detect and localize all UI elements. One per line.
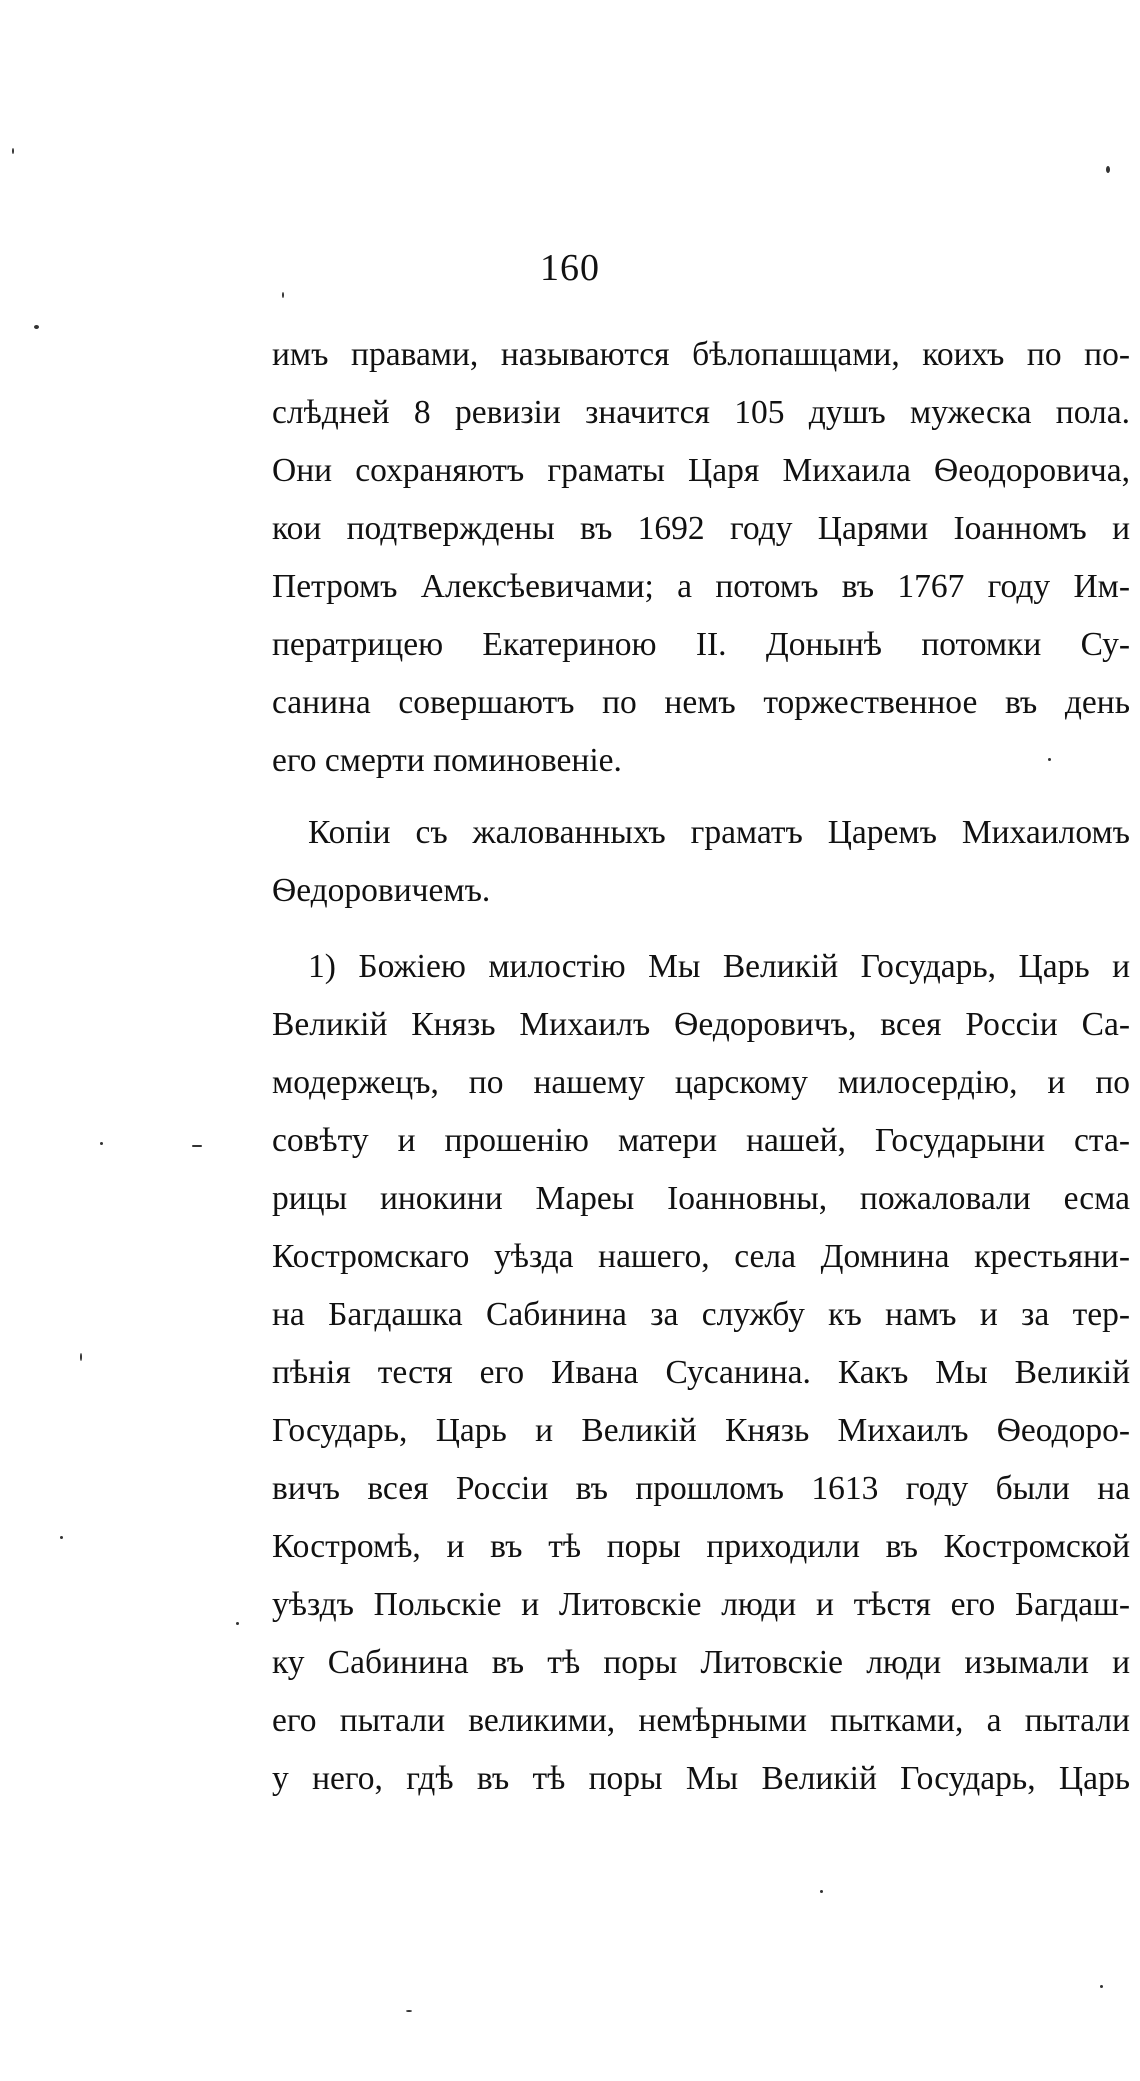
text-line: Они сохраняютъ граматы Царя Михаила Ѳеодоровича, bbox=[272, 452, 1130, 489]
scan-speck bbox=[1106, 166, 1110, 173]
text-line: его пытали великими, немѣрными пытками, а пытали bbox=[272, 1702, 1130, 1739]
text-line: Государь, Царь и Великій Князь Михаилъ Ѳеодоро- bbox=[272, 1412, 1130, 1449]
scan-speck bbox=[60, 1536, 63, 1539]
text-line: Великій Князь Михаилъ Ѳедоровичъ, всея Россіи Са- bbox=[272, 1006, 1130, 1043]
text-line: 1) Божіею милостію Мы Великій Государь, Царь и bbox=[308, 948, 1130, 985]
text-line: у него, гдѣ въ тѣ поры Мы Великій Государь, Царь bbox=[272, 1760, 1130, 1797]
text-line: кои подтверждены въ 1692 году Царями Іоанномъ и bbox=[272, 510, 1130, 547]
scan-speck bbox=[406, 2010, 412, 2012]
scan-speck bbox=[100, 1142, 103, 1145]
text-line: имъ правами, называются бѣлопашцами, коихъ по по- bbox=[272, 336, 1130, 373]
paragraph-charter-heading bbox=[272, 804, 1130, 920]
scan-speck bbox=[820, 1890, 823, 1893]
text-line: слѣдней 8 ревизіи значится 105 душъ мужеска пола. bbox=[272, 394, 1130, 431]
text-line: Костромѣ, и въ тѣ поры приходили въ Костромской bbox=[272, 1528, 1130, 1565]
scan-speck bbox=[236, 1622, 239, 1625]
text-line: ператрицею Екатериною II. Донынѣ потомки Су- bbox=[272, 626, 1130, 663]
scan-speck bbox=[1100, 1985, 1103, 1988]
text-line: на Багдашка Сабинина за службу къ намъ и за тер- bbox=[272, 1296, 1130, 1333]
text-line: его смерти поминовеніе. bbox=[272, 742, 622, 779]
scan-speck bbox=[34, 325, 39, 329]
text-line: рицы инокини Мареы Іоанновны, пожаловали есма bbox=[272, 1180, 1130, 1217]
text-line: Костромскаго уѣзда нашего, села Домнина крестьяни- bbox=[272, 1238, 1130, 1275]
text-line: санина совершаютъ по немъ торжественное въ день bbox=[272, 684, 1130, 721]
text-line: вичъ всея Россіи въ прошломъ 1613 году были на bbox=[272, 1470, 1130, 1507]
scan-speck bbox=[12, 148, 14, 154]
page-number: 160 bbox=[540, 247, 600, 289]
scan-speck bbox=[282, 292, 284, 298]
text-line: Ѳедоровичемъ. bbox=[272, 872, 491, 909]
scan-speck bbox=[1048, 758, 1051, 761]
text-line: модержецъ, по нашему царскому милосердію, и по bbox=[272, 1064, 1130, 1101]
scan-speck bbox=[80, 1353, 82, 1361]
scan-speck bbox=[192, 1145, 202, 1147]
paragraph-charter-text bbox=[272, 938, 1130, 1808]
paragraph-susanin-descendants bbox=[272, 326, 1130, 790]
text-line: пѣнія тестя его Ивана Сусанина. Какъ Мы Великій bbox=[272, 1354, 1130, 1391]
text-line: уѣздъ Польскіе и Литовскіе люди и тѣстя его Багдаш- bbox=[272, 1586, 1130, 1623]
text-line: Копіи съ жалованныхъ граматъ Царемъ Михаиломъ bbox=[308, 814, 1130, 851]
text-line: совѣту и прошенію матери нашей, Государыни ста- bbox=[272, 1122, 1130, 1159]
text-line: ку Сабинина въ тѣ поры Литовскіе люди изымали и bbox=[272, 1644, 1130, 1681]
text-line: Петромъ Алексѣевичами; а потомъ въ 1767 году Им- bbox=[272, 568, 1130, 605]
